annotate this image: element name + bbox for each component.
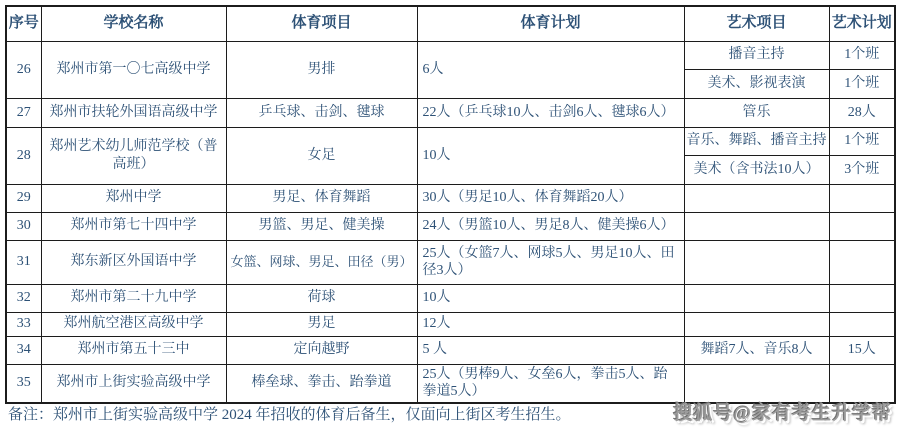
cell-school: 郑州市上街实验高级中学 [41, 364, 226, 403]
cell-sport-plan: 22人（乒乓球10人、击剑6人、毽球6人） [417, 98, 684, 127]
cell-num: 26 [6, 41, 41, 98]
table-row [6, 184, 895, 212]
cell-sport: 男篮、男足、健美操 [226, 212, 417, 240]
cell-sport: 女篮、网球、男足、田径（男） [226, 240, 417, 284]
cell-sport-plan: 30人（男足10人、体育舞蹈20人） [417, 184, 684, 212]
table-row [6, 41, 895, 69]
cell-sport: 男足 [226, 312, 417, 336]
cell-sport-plan: 6人 [417, 41, 684, 98]
cell-num: 31 [6, 240, 41, 284]
cell-sport-plan: 12人 [417, 312, 684, 336]
cell-school: 郑州市第五十三中 [41, 336, 226, 364]
cell-num: 30 [6, 212, 41, 240]
cell-sport-plan: 25人（男棒9人、女垒6人，拳击5人、跆拳道5人） [417, 364, 684, 403]
cell-num: 29 [6, 184, 41, 212]
cell-sport-plan: 24人（男篮10人、男足8人、健美操6人） [417, 212, 684, 240]
cell-art-plan [829, 184, 895, 212]
col-header-sport-plan: 体育计划 [417, 6, 684, 41]
cell-art: 舞蹈7人、音乐8人 [684, 336, 829, 364]
table-row [6, 284, 895, 312]
cell-num: 32 [6, 284, 41, 312]
footnote: 备注：郑州市上街实验高级中学 2024 年招收的体育后备生，仅面向上街区考生招生。 [8, 407, 571, 423]
cell-num: 35 [6, 364, 41, 403]
cell-art [684, 240, 829, 284]
cell-school: 郑州中学 [41, 184, 226, 212]
cell-art [684, 312, 829, 336]
col-header-art-plan: 艺术计划 [829, 6, 895, 41]
cell-sport-plan: 25人（女篮7人、网球5人、男足10人、田径3人） [417, 240, 684, 284]
table-row [6, 312, 895, 336]
cell-sport: 女足 [226, 127, 417, 184]
enrollment-table [5, 5, 896, 404]
cell-sport: 男足、体育舞蹈 [226, 184, 417, 212]
cell-art: 美术（含书法10人） [684, 155, 829, 184]
cell-num: 33 [6, 312, 41, 336]
sohu-watermark: 搜狐号@家有考生升学帮 [673, 403, 892, 424]
cell-num: 28 [6, 127, 41, 184]
cell-school: 郑州艺术幼儿师范学校（普高班） [41, 127, 226, 184]
cell-sport-plan: 10人 [417, 127, 684, 184]
cell-art [684, 184, 829, 212]
cell-art-plan [829, 284, 895, 312]
cell-sport: 棒垒球、拳击、跆拳道 [226, 364, 417, 403]
table-row [6, 127, 895, 155]
table-row [6, 98, 895, 127]
table-row [6, 240, 895, 284]
cell-art: 播音主持 [684, 41, 829, 69]
cell-art [684, 364, 829, 403]
cell-art-plan [829, 364, 895, 403]
cell-art-plan [829, 212, 895, 240]
cell-art [684, 212, 829, 240]
cell-school: 郑东新区外国语中学 [41, 240, 226, 284]
cell-school: 郑州航空港区高级中学 [41, 312, 226, 336]
cell-sport-plan: 5 人 [417, 336, 684, 364]
cell-art-plan [829, 240, 895, 284]
cell-art-plan: 3个班 [829, 155, 895, 184]
cell-num: 27 [6, 98, 41, 127]
cell-art-plan: 1个班 [829, 69, 895, 98]
cell-num: 34 [6, 336, 41, 364]
col-header-sport: 体育项目 [226, 6, 417, 41]
cell-art-plan: 28人 [829, 98, 895, 127]
table-row [6, 336, 895, 364]
cell-sport-plan: 10人 [417, 284, 684, 312]
cell-school: 郑州市扶轮外国语高级中学 [41, 98, 226, 127]
col-header-school: 学校名称 [41, 6, 226, 41]
cell-art [684, 284, 829, 312]
cell-sport: 定向越野 [226, 336, 417, 364]
cell-art-plan [829, 312, 895, 336]
header-row [6, 6, 895, 41]
cell-sport: 男排 [226, 41, 417, 98]
cell-sport: 乒乓球、击剑、毽球 [226, 98, 417, 127]
cell-art: 音乐、舞蹈、播音主持 [684, 127, 829, 155]
cell-art-plan: 1个班 [829, 41, 895, 69]
cell-school: 郑州市第一〇七高级中学 [41, 41, 226, 98]
cell-art-plan: 1个班 [829, 127, 895, 155]
col-header-num: 序号 [6, 6, 41, 41]
cell-art: 美术、影视表演 [684, 69, 829, 98]
cell-school: 郑州市第二十九中学 [41, 284, 226, 312]
cell-art-plan: 15人 [829, 336, 895, 364]
table-row [6, 364, 895, 403]
table-row [6, 212, 895, 240]
cell-art: 管乐 [684, 98, 829, 127]
col-header-art: 艺术项目 [684, 6, 829, 41]
cell-school: 郑州市第七十四中学 [41, 212, 226, 240]
cell-sport: 荷球 [226, 284, 417, 312]
